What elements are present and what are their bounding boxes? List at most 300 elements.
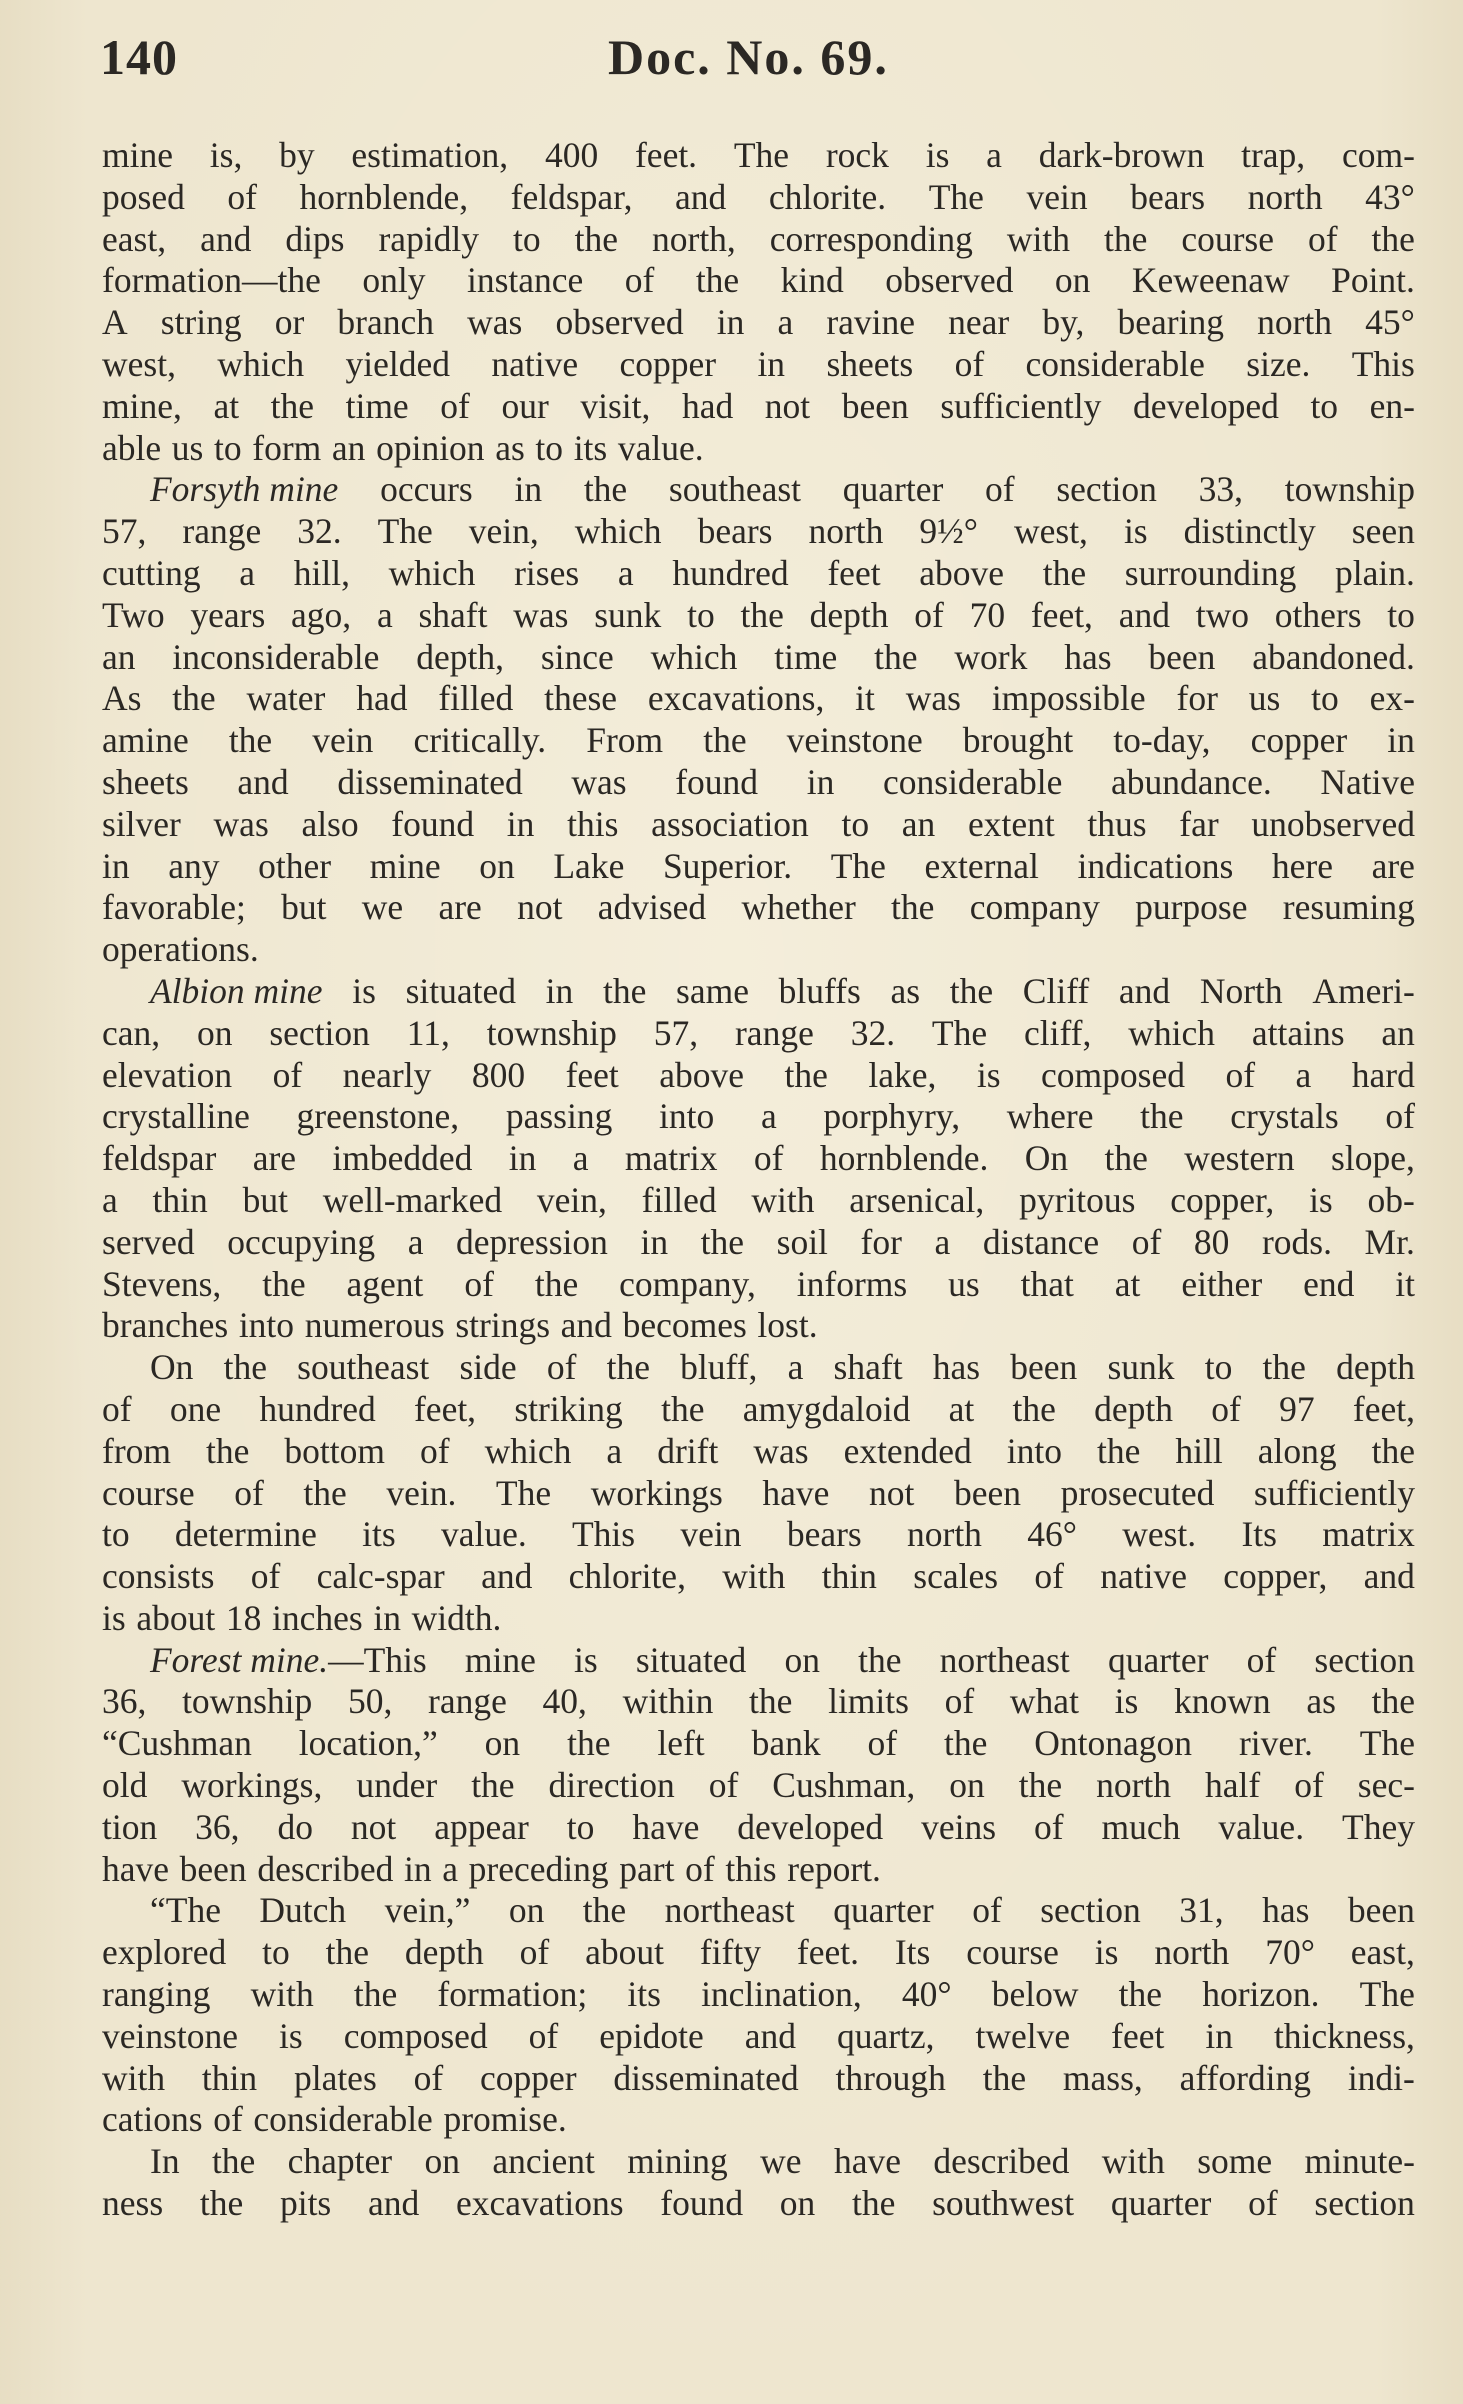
word: dips: [285, 218, 345, 259]
text-line: [102, 887, 1415, 929]
word: is: [925, 135, 950, 175]
word: Superior.: [662, 845, 793, 886]
word: north: [907, 1514, 982, 1555]
word: resuming: [1282, 887, 1415, 928]
word: From: [586, 720, 664, 761]
word: to: [1311, 678, 1339, 719]
paragraph: [102, 971, 1415, 1347]
word: near: [948, 302, 1010, 343]
word: been: [841, 385, 909, 426]
word: range: [428, 1681, 507, 1722]
word: 32.: [297, 511, 342, 552]
word: The: [495, 1472, 552, 1513]
text-line: [102, 219, 1415, 261]
word: of: [1225, 1054, 1256, 1095]
word: chlorite.: [768, 176, 887, 217]
word: en-: [1369, 385, 1415, 426]
word: north: [1257, 302, 1333, 343]
word: 46°: [1027, 1514, 1077, 1555]
word: of: [914, 594, 944, 635]
word: The: [1359, 1723, 1415, 1764]
word: shaft: [833, 1347, 903, 1388]
paragraph: [102, 1347, 1415, 1640]
word: in: [640, 1221, 669, 1262]
word: was: [467, 302, 523, 343]
word: to: [102, 1514, 130, 1555]
word: others: [1274, 594, 1362, 635]
word: it: [1395, 1263, 1415, 1304]
word: is: [1309, 1179, 1333, 1220]
word: into: [238, 1305, 295, 1346]
word: quartz,: [836, 2015, 935, 2056]
word: the: [703, 720, 747, 761]
word: west.: [1122, 1514, 1197, 1555]
word: external: [924, 845, 1039, 886]
word: lake,: [868, 1054, 937, 1095]
word: bottom: [284, 1430, 386, 1471]
word: extended: [843, 1430, 972, 1471]
word: feet.: [796, 1932, 859, 1973]
word: Lake: [553, 845, 625, 886]
word: 800: [471, 1054, 526, 1095]
paragraph: [102, 1890, 1415, 2141]
word: of: [1033, 1806, 1064, 1847]
word: workings: [590, 1472, 723, 1513]
word: corresponding: [769, 218, 973, 259]
word: hill,: [293, 552, 350, 593]
word: string: [160, 302, 242, 343]
word: have: [102, 1848, 170, 1889]
word: in: [806, 761, 835, 802]
word: 9½°: [919, 511, 978, 552]
word: half: [1205, 1765, 1261, 1806]
word: an: [331, 427, 366, 468]
word: Albion mine: [150, 970, 323, 1011]
text-line: [102, 678, 1415, 720]
word: was: [905, 678, 961, 719]
word: nearly: [342, 1054, 432, 1095]
word: the: [1262, 1347, 1306, 1388]
word: ravine: [826, 302, 916, 343]
word: section: [269, 1012, 370, 1053]
word: able: [102, 427, 162, 468]
word: As: [102, 678, 142, 719]
word: matrix: [1322, 1514, 1415, 1555]
word: Its: [1241, 1514, 1277, 1555]
word: This: [1351, 343, 1415, 384]
word: had: [681, 385, 734, 426]
text-line: [102, 1514, 1415, 1556]
text-line: [102, 720, 1415, 762]
word: preceding: [468, 1848, 609, 1889]
word: west,: [102, 343, 176, 384]
word: feet: [827, 552, 881, 593]
word: of: [1294, 1765, 1324, 1806]
word: of: [234, 1472, 264, 1513]
word: veinstone: [102, 2015, 239, 2056]
word: well-marked: [322, 1179, 503, 1220]
word: agent: [346, 1263, 424, 1304]
word: fifty: [699, 1932, 761, 1973]
text-line: [102, 2016, 1415, 2058]
word: veinstone: [786, 720, 923, 761]
word: The: [733, 135, 790, 175]
text-line: [102, 177, 1415, 219]
word: township: [1284, 469, 1415, 510]
word: distance: [982, 1221, 1100, 1262]
word: sheets: [826, 343, 914, 384]
word: surrounding: [1124, 552, 1297, 593]
word: the: [891, 887, 935, 928]
word: vein: [680, 1514, 742, 1555]
word: filled: [641, 1179, 717, 1220]
word: the: [1103, 218, 1148, 259]
word: 33,: [1198, 469, 1244, 510]
word: to: [841, 803, 870, 844]
word: is: [1123, 511, 1148, 552]
word: the: [534, 1263, 579, 1304]
word: either: [1181, 1263, 1263, 1304]
word: width.: [411, 1597, 502, 1638]
word: is: [102, 1597, 126, 1638]
word: found: [660, 2183, 744, 2224]
word: been: [953, 1472, 1021, 1513]
paragraph: [102, 135, 1415, 469]
word: mass,: [1062, 2057, 1143, 2098]
word: the: [943, 1723, 988, 1764]
text-line: [102, 1932, 1415, 1974]
word: of: [972, 1890, 1002, 1931]
word: at: [948, 1388, 975, 1429]
word: form: [252, 427, 322, 468]
word: 70°: [1265, 1932, 1315, 1973]
word: with: [1101, 2141, 1165, 2182]
word: location,”: [298, 1723, 438, 1764]
word: a: [407, 1221, 424, 1262]
word: and: [1363, 1556, 1415, 1597]
word: the: [700, 1221, 745, 1262]
word: these: [544, 678, 618, 719]
word: Mr.: [1364, 1221, 1415, 1262]
word: considerable: [253, 2099, 433, 2140]
word: explored: [102, 1932, 227, 1973]
word: vein,”: [384, 1890, 471, 1931]
word: determine: [174, 1514, 317, 1555]
word: 45°: [1365, 302, 1415, 343]
word: copper: [479, 2057, 577, 2098]
word: 57,: [102, 511, 147, 552]
word: mine: [369, 845, 441, 886]
word: becomes: [622, 1305, 747, 1346]
word: size.: [1246, 343, 1311, 384]
word: ob-: [1367, 1179, 1415, 1220]
word: this: [725, 1848, 777, 1889]
word: of: [464, 1263, 494, 1304]
word: northeast: [939, 1639, 1070, 1680]
text-line: [102, 2058, 1415, 2100]
word: the: [471, 1765, 515, 1806]
word: The: [830, 845, 886, 886]
word: indications: [1077, 845, 1234, 886]
word: and: [1118, 594, 1170, 635]
word: 50,: [347, 1681, 393, 1722]
word: favorable;: [102, 887, 246, 928]
word: of: [1211, 1388, 1241, 1429]
text-line: [102, 1598, 1415, 1640]
word: in: [514, 469, 543, 510]
word: native: [491, 343, 579, 384]
word: and: [1118, 970, 1171, 1011]
word: sufficiently: [1253, 1472, 1415, 1513]
text-line: [102, 804, 1415, 846]
word: twelve: [975, 2015, 1071, 2056]
word: below: [991, 1974, 1079, 2015]
word: 97: [1279, 1388, 1315, 1429]
word: we: [361, 887, 404, 928]
word: is: [279, 2015, 303, 2056]
word: formation—the: [102, 260, 321, 301]
word: is,: [209, 135, 243, 175]
word: value.: [1218, 1806, 1305, 1847]
word: of: [440, 385, 470, 426]
text-line: [102, 1807, 1415, 1849]
text-line: [102, 260, 1415, 302]
word: vein,: [536, 1179, 607, 1220]
word: crystalline: [102, 1096, 250, 1137]
text-line: [102, 1556, 1415, 1598]
word: by,: [1042, 302, 1085, 343]
word: sunk: [594, 594, 662, 635]
word: bears: [1130, 176, 1206, 217]
word: feet,: [1030, 594, 1093, 635]
word: is: [976, 1054, 1001, 1095]
word: of: [102, 1388, 132, 1429]
word: Its: [894, 1932, 931, 1973]
word: here: [1271, 845, 1333, 886]
word: under: [356, 1765, 438, 1806]
word: on: [784, 1639, 820, 1680]
text-line: [102, 469, 1415, 511]
word: informs: [796, 1263, 908, 1304]
word: which: [1128, 1012, 1215, 1053]
word: course: [1181, 218, 1274, 259]
word: the: [211, 2141, 256, 2182]
text-line: [102, 1264, 1415, 1306]
word: cliff,: [1023, 1012, 1092, 1053]
word: was: [513, 594, 569, 635]
word: opinion: [376, 427, 485, 468]
word: as: [890, 970, 921, 1011]
text-line: [102, 1849, 1415, 1891]
word: vein,: [468, 511, 539, 552]
word: Ameri-: [1312, 970, 1415, 1011]
word: considerable: [1025, 343, 1205, 384]
word: time: [774, 636, 838, 677]
word: of: [753, 1138, 784, 1179]
word: filled: [438, 678, 514, 719]
word: passing: [505, 1096, 613, 1137]
word: section: [1314, 1639, 1415, 1680]
word: The: [377, 511, 433, 552]
word: its: [627, 1974, 661, 2015]
word: inconsiderable: [172, 636, 380, 677]
word: affording: [1179, 2057, 1312, 2098]
word: quarter: [1110, 2183, 1212, 2224]
word: what: [1009, 1681, 1079, 1722]
word: on: [1054, 260, 1091, 301]
word: course: [966, 1932, 1059, 1973]
word: the: [606, 1347, 650, 1388]
word: was: [753, 1430, 809, 1471]
word: depth: [1336, 1347, 1415, 1388]
word: A: [102, 302, 128, 343]
word: from: [102, 1430, 172, 1471]
word: advised: [597, 887, 707, 928]
word: thin: [821, 1556, 877, 1597]
word: the: [199, 2183, 244, 2224]
word: disseminated: [613, 2057, 799, 2098]
word: vein: [312, 720, 374, 761]
text-line: [102, 929, 1415, 971]
word: and: [675, 176, 727, 217]
word: to: [1387, 594, 1415, 635]
text-line: [102, 1723, 1415, 1765]
word: cutting: [102, 552, 201, 593]
word: with: [722, 1556, 786, 1597]
word: same: [676, 970, 749, 1011]
word: and: [744, 2015, 796, 2056]
word: sunk: [1107, 1347, 1175, 1388]
word: the: [1140, 1096, 1184, 1137]
word: operations.: [102, 929, 259, 970]
word: elevation: [102, 1054, 233, 1095]
word: years: [190, 594, 266, 635]
word: and: [200, 218, 252, 259]
word: inches: [271, 1597, 363, 1638]
word: at: [1114, 1263, 1141, 1304]
word: on: [779, 2183, 816, 2224]
word: to: [566, 1806, 595, 1847]
word: north: [1247, 176, 1323, 217]
word: the: [582, 1890, 627, 1931]
word: plates: [293, 2057, 377, 2098]
word: numerous: [304, 1305, 445, 1346]
word: not: [517, 887, 563, 928]
word: attains: [1251, 1012, 1345, 1053]
word: the: [1118, 1974, 1163, 2015]
word: In: [150, 2141, 180, 2182]
word: Two: [102, 594, 165, 635]
word: purpose: [1135, 887, 1248, 928]
word: as: [1306, 1681, 1336, 1722]
word: hard: [1351, 1054, 1415, 1095]
word: sufficiently: [940, 385, 1102, 426]
word: quarter: [1107, 1639, 1209, 1680]
word: in: [1387, 720, 1415, 761]
text-line: [102, 386, 1415, 428]
word: copper,: [1223, 1556, 1328, 1597]
word: to: [1204, 1347, 1233, 1388]
word: is: [574, 1639, 598, 1680]
word: pyritous: [1019, 1179, 1136, 1220]
word: is: [1114, 1681, 1139, 1722]
word: of: [685, 1848, 715, 1889]
word: have: [632, 1806, 700, 1847]
word: in: [1205, 2015, 1233, 2056]
word: formation;: [437, 1974, 588, 2015]
word: to: [214, 427, 242, 468]
word: situated: [405, 970, 516, 1011]
word: river.: [1238, 1723, 1313, 1764]
word: which: [484, 1430, 572, 1471]
body-text: [102, 135, 1415, 2225]
word: of: [867, 1723, 898, 1764]
word: in: [716, 302, 745, 343]
word: This: [572, 1514, 636, 1555]
word: the: [1371, 218, 1415, 259]
word: a: [572, 1138, 589, 1179]
word: feet,: [1352, 1388, 1415, 1429]
word: developed: [1132, 385, 1279, 426]
word: had: [356, 678, 408, 719]
word: but: [281, 887, 327, 928]
word: horizon.: [1202, 1974, 1320, 2015]
word: not: [350, 1806, 397, 1847]
word: of: [708, 1765, 739, 1806]
word: rock: [825, 135, 889, 175]
word: described: [257, 1848, 394, 1889]
word: in: [373, 1597, 401, 1638]
text-line: [102, 1890, 1415, 1932]
word: workings,: [181, 1765, 323, 1806]
word: a: [102, 1179, 118, 1220]
word: native: [1100, 1556, 1187, 1597]
word: rises: [514, 552, 580, 593]
word: of: [624, 260, 655, 301]
word: inclination,: [701, 1974, 862, 2015]
word: has: [932, 1347, 981, 1388]
word: range: [182, 511, 262, 552]
word: critically.: [413, 720, 547, 761]
word: The: [928, 176, 984, 217]
word: thin: [201, 2057, 258, 2098]
word: abandoned.: [1252, 636, 1415, 677]
word: dark-brown: [1038, 135, 1205, 175]
word: only: [362, 260, 426, 301]
word: the: [270, 385, 315, 426]
word: and: [367, 2183, 420, 2224]
word: of: [250, 1556, 281, 1597]
word: has: [1064, 636, 1112, 677]
word: time: [345, 385, 409, 426]
word: found: [675, 761, 759, 802]
word: far: [1179, 803, 1219, 844]
word: 31,: [1179, 1890, 1224, 1931]
word: is: [352, 970, 376, 1011]
page-header: [100, 28, 1420, 88]
word: to-day,: [1113, 720, 1211, 761]
word: kind: [780, 260, 844, 301]
word: crystals: [1230, 1096, 1339, 1137]
text-line: [102, 1138, 1415, 1180]
word: northeast: [664, 1890, 795, 1931]
paragraph: [102, 2141, 1415, 2225]
word: excavations: [455, 2183, 624, 2224]
text-line: [102, 1347, 1415, 1389]
running-head: Doc. No. 69.: [608, 29, 889, 85]
word: bluffs: [778, 970, 861, 1011]
text-line: [102, 302, 1415, 344]
